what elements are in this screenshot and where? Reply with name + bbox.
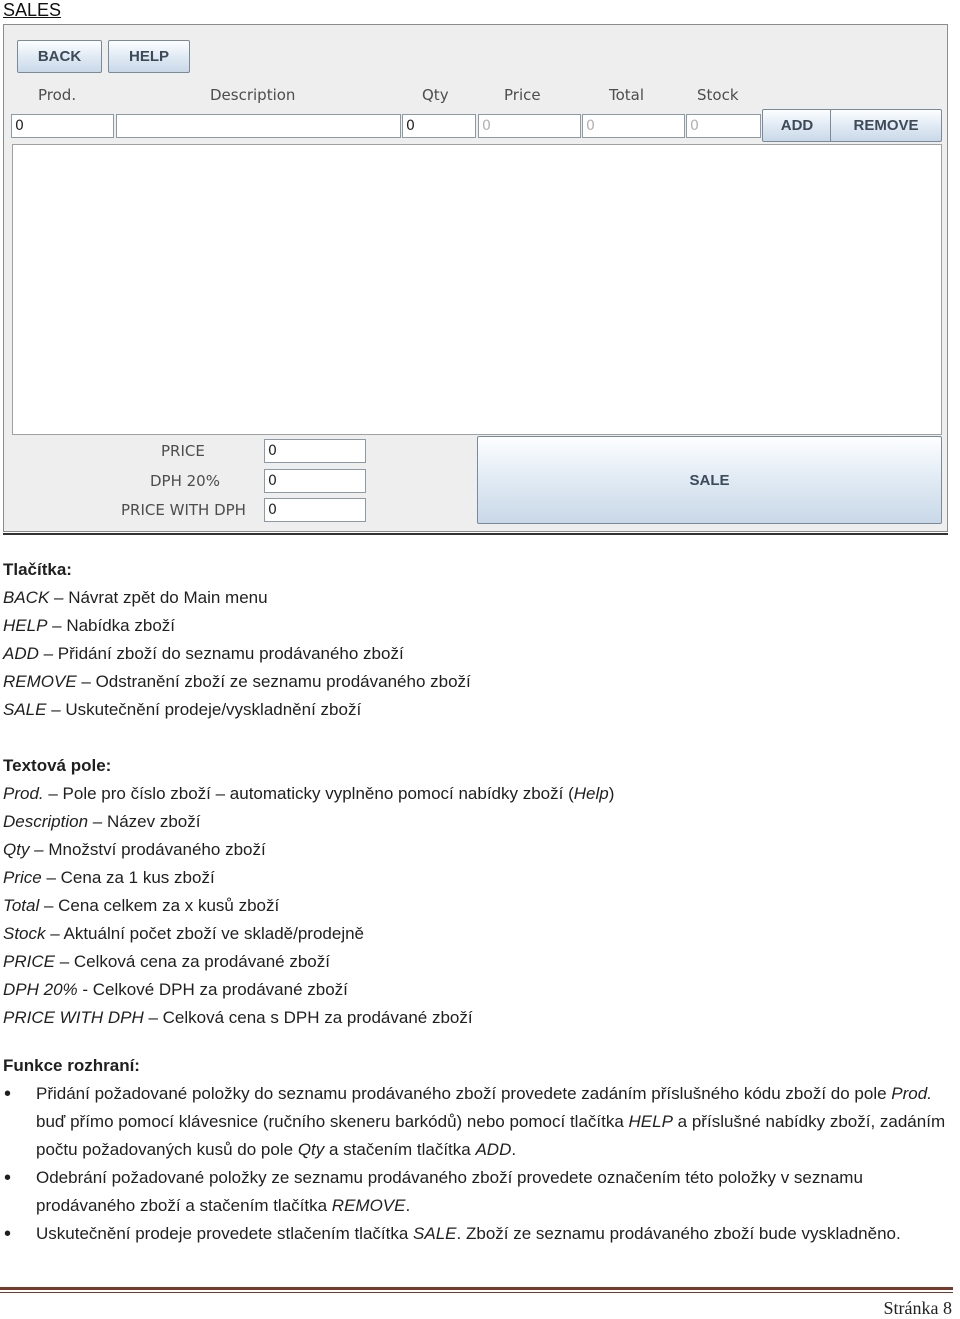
description-column-label: Description bbox=[210, 86, 296, 104]
dph-field[interactable] bbox=[264, 469, 366, 493]
buttons-heading: Tlačítka: bbox=[3, 560, 72, 579]
footer-rule-thin bbox=[0, 1292, 953, 1293]
doc-line-description: Description – Název zboží bbox=[3, 812, 201, 831]
list-item: • Přidání požadované položky do seznamu prodávaného zboží provedete zadáním příslušného kódu zboží do pole Prod. buď přímo pomocí klávesnice (ručního skeneru barkódů) nebo pomocí tlačítka HELP a příslušné nabídky zboží, zadáním počtu požadovaných kusů do pole Qty a stačením tlačítka ADD. bbox=[3, 1080, 951, 1164]
sales-item-list[interactable] bbox=[12, 144, 942, 435]
price-column-label: Price bbox=[504, 86, 541, 104]
section-title: SALES bbox=[3, 0, 62, 20]
doc-line-add: ADD – Přidání zboží do seznamu prodávaného zboží bbox=[3, 644, 404, 663]
price-with-dph-field[interactable] bbox=[264, 498, 366, 522]
sale-button[interactable]: SALE bbox=[477, 436, 942, 524]
doc-line-remove: REMOVE – Odstranění zboží ze seznamu prodávaného zboží bbox=[3, 672, 471, 691]
price-with-dph-label: PRICE WITH DPH bbox=[121, 501, 246, 519]
doc-line-stock: Stock – Aktuální počet zboží ve skladě/prodejně bbox=[3, 924, 365, 943]
price-total-label: PRICE bbox=[161, 442, 205, 460]
doc-line-price-total: PRICE – Celková cena za prodávané zboží bbox=[3, 952, 330, 971]
stock-input[interactable] bbox=[686, 114, 761, 138]
add-button[interactable]: ADD bbox=[762, 109, 832, 142]
help-button[interactable]: HELP bbox=[108, 40, 190, 73]
dph-label: DPH 20% bbox=[150, 472, 220, 490]
stock-column-label: Stock bbox=[697, 86, 739, 104]
qty-column-label: Qty bbox=[422, 86, 449, 104]
doc-line-help: HELP – Nabídka zboží bbox=[3, 616, 175, 635]
total-input[interactable] bbox=[582, 114, 685, 138]
doc-line-prod: Prod. – Pole pro číslo zboží – automaticky vyplněno pomocí nabídky zboží (Help) bbox=[3, 784, 615, 803]
footer-rule bbox=[0, 1287, 953, 1290]
description-input[interactable] bbox=[116, 114, 401, 138]
list-item: • Uskutečnění prodeje provedete stlačením tlačítka SALE. Zboží ze seznamu prodávaného zboží bude vyskladněno. bbox=[3, 1220, 951, 1248]
page-number: Stránka 8 bbox=[883, 1298, 952, 1318]
remove-button[interactable]: REMOVE bbox=[830, 109, 942, 142]
price-total-field[interactable] bbox=[264, 439, 366, 463]
doc-line-total: Total – Cena celkem za x kusů zboží bbox=[3, 896, 280, 915]
doc-line-dph: DPH 20% - Celkové DPH za prodávané zboží bbox=[3, 980, 348, 999]
doc-line-price-with-dph: PRICE WITH DPH – Celková cena s DPH za prodávané zboží bbox=[3, 1008, 473, 1027]
total-column-label: Total bbox=[609, 86, 645, 104]
price-input[interactable] bbox=[478, 114, 581, 138]
qty-input[interactable] bbox=[402, 114, 476, 138]
doc-line-sale: SALE – Uskutečnění prodeje/vyskladnění zboží bbox=[3, 700, 362, 719]
fields-heading: Textová pole: bbox=[3, 756, 112, 775]
doc-line-price: Price – Cena za 1 kus zboží bbox=[3, 868, 215, 887]
prod-input[interactable] bbox=[11, 114, 114, 138]
list-item: • Odebrání požadované položky ze seznamu prodávaného zboží provedete označením této položky v seznamu prodávaného zboží a stačením tlačítka REMOVE. bbox=[3, 1164, 951, 1220]
sales-window bbox=[3, 24, 948, 532]
functions-heading: Funkce rozhraní: bbox=[3, 1056, 140, 1075]
back-button[interactable]: BACK bbox=[17, 40, 102, 73]
doc-line-qty: Qty – Množství prodávaného zboží bbox=[3, 840, 266, 859]
doc-line-back: BACK – Návrat zpět do Main menu bbox=[3, 588, 268, 607]
prod-column-label: Prod. bbox=[38, 86, 77, 104]
